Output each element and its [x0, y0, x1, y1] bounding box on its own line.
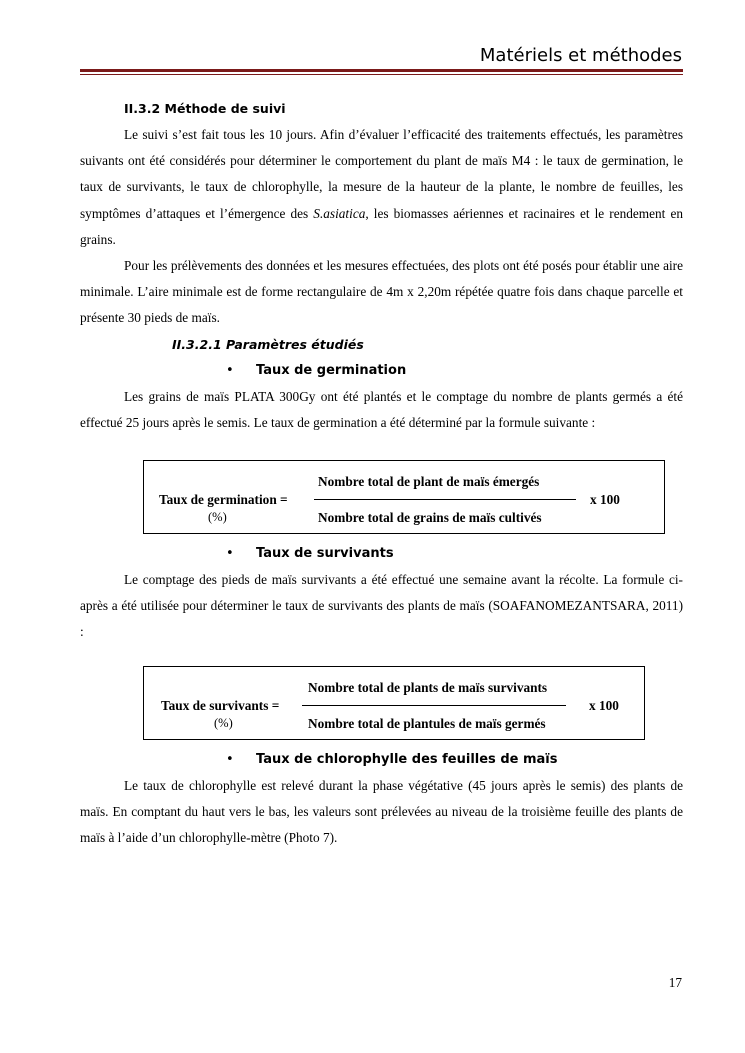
- bullet-germination-title: Taux de germination: [256, 362, 407, 378]
- bullet-chlorophylle-title: Taux de chlorophylle des feuilles de maïs: [256, 751, 558, 767]
- bullet-survivants-title: Taux de survivants: [256, 546, 394, 562]
- formula-survivants-multiplier: x 100: [589, 697, 619, 713]
- paragraph-germination: Les grains de maïs PLATA 300Gy ont été plantés et le comptage du nombre de plants germés a été effectué 25 jours après le semis. Le taux de germination a été déterminé par la formule suivante :: [80, 388, 683, 430]
- formula-germination-numerator: Nombre total de plant de maïs émergés: [318, 474, 540, 490]
- bullet-chlorophylle: [80, 747, 683, 773]
- page-number: 17: [668, 975, 682, 990]
- formula-survivants-label: Taux de survivants =: [161, 697, 280, 713]
- page-content: [80, 96, 683, 851]
- subsection-heading: II.3.2.1 Paramètres étudiés: [172, 336, 364, 352]
- section-heading: II.3.2 Méthode de suivi: [124, 101, 286, 116]
- formula-germination: [143, 460, 665, 534]
- paragraph-suivi: [80, 122, 683, 253]
- species-name: S.asiatica: [313, 205, 366, 221]
- header-rule-thin: [80, 74, 683, 75]
- formula-germination-label: Taux de germination =: [159, 492, 288, 508]
- formula-survivants-numerator: Nombre total de plants de maïs survivants: [308, 679, 548, 695]
- bullet-germination: [80, 358, 683, 384]
- paragraph-survivants: Le comptage des pieds de maïs survivants a été effectué une semaine avant la récolte. La formule ci-après a été utilisée pour déterminer le taux de survivants des plants de maïs (SOAFANOMEZANTSARA, 2011) :: [80, 572, 683, 640]
- formula-germination-fraction-bar: [314, 499, 576, 500]
- paragraph-chlorophylle: Le taux de chlorophylle est relevé durant la phase végétative (45 jours après le semis) des plants de maïs. En comptant du haut vers le bas, les valeurs sont prélevées au niveau de la troisième feuille des plants de maïs à l’aide d’un chlorophylle-mètre (Photo 7).: [80, 777, 683, 846]
- bullet-dot: •: [226, 362, 234, 378]
- bullet-dot: •: [226, 546, 234, 562]
- formula-germination-denominator: Nombre total de grains de maïs cultivés: [318, 510, 542, 526]
- formula-germination-unit: (%): [208, 510, 227, 525]
- paragraph-suivi-part2: , les biomasses aériennes et racinaires et le rendement en grains.: [80, 205, 683, 247]
- formula-germination-multiplier: x 100: [590, 492, 620, 508]
- formula-survivants-fraction-bar: [302, 705, 566, 706]
- header-title: Matériels et méthodes: [479, 45, 682, 66]
- formula-survivants-unit: (%): [214, 715, 233, 730]
- formula-survivants: [143, 666, 645, 740]
- header-rule-thick: [80, 69, 683, 72]
- bullet-survivants: [80, 541, 683, 567]
- paragraph-suivi-part1: Le suivi s’est fait tous les 10 jours. Afin d’évaluer l’efficacité des traitements effectués, les paramètres suivants ont été considérés pour déterminer le comportement du plant de maïs M4 : le taux de germination, le taux de survivants, le taux de chlorophylle, la mesure de la hauteur de la plante, le nombre de feuilles, les symptômes d’attaques et l’émergence des: [80, 127, 683, 221]
- paragraph-plots: Pour les prélèvements des données et les mesures effectuées, des plots ont été posés pour établir une aire minimale. L’aire minimale est de forme rectangulaire de 4m x 2,20m répétée quatre fois dans chaque parcelle et présente 30 pieds de maïs.: [80, 258, 683, 326]
- bullet-dot: •: [226, 751, 234, 767]
- formula-survivants-denominator: Nombre total de plantules de maïs germés: [308, 715, 546, 731]
